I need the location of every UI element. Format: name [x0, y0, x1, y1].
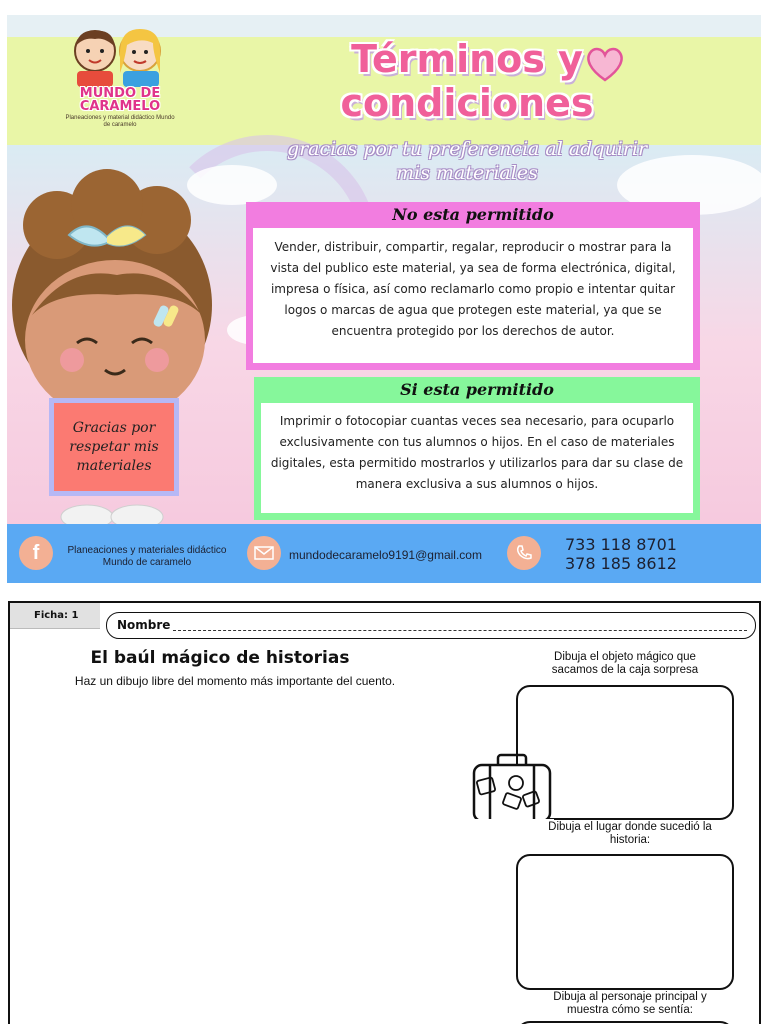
allowed-heading: Si esta permitido — [400, 380, 554, 399]
prompt-main-character: Dibuja al personaje principal y muestra cómo se sentía: — [553, 991, 707, 1016]
phone-numbers[interactable]: 733 118 8701 378 185 8612 — [565, 535, 677, 573]
facebook-name[interactable]: Planeaciones y materiales didáctico Mundo de caramelo — [67, 545, 227, 568]
email-icon[interactable] — [247, 536, 281, 570]
ficha-number: Ficha: 1 — [10, 603, 100, 629]
not-allowed-box — [246, 202, 700, 370]
kids-logo-icon — [65, 23, 175, 87]
page-title: Términos y condiciones — [340, 37, 594, 125]
name-label: Nombre — [117, 618, 171, 632]
suitcase-icon — [470, 753, 554, 825]
phone-icon[interactable] — [507, 536, 541, 570]
facebook-icon[interactable]: f — [19, 536, 53, 570]
worksheet-instruction: Haz un dibujo libre del momento más importante del cuento. — [74, 674, 396, 688]
name-line — [173, 630, 747, 631]
thanks-note: Gracias por respetar mis materiales — [49, 398, 179, 496]
contact-footer — [7, 524, 761, 583]
heart-icon — [584, 45, 626, 83]
allowed-text: Imprimir o fotocopiar cuantas veces sea necesario, para ocuparlo exclusivamente con tus alumnos o hijos. En el caso de materiales digitales, esta permitido mostrarlos y utilizarlos para dar su clase de manera exclusiva a sus alumnos o hijos. — [270, 414, 684, 491]
prompt-magic-object: Dibuja el objeto mágico que sacamos de la caja sorpresa — [551, 651, 699, 676]
not-allowed-heading: No esta permitido — [392, 205, 554, 224]
name-field[interactable] — [106, 612, 756, 639]
prompt-story-place: Dibuja el lugar donde sucedió la historia: — [548, 821, 712, 846]
worksheet-title: El baúl mágico de historias — [90, 648, 350, 668]
email-address[interactable]: mundodecaramelo9191@gmail.com — [289, 548, 482, 562]
terms-card — [7, 15, 761, 583]
not-allowed-text: Vender, distribuir, compartir, regalar, reproducir o mostrar para la vista del publico este material, ya sea de forma electrónica, digital, impresa o física, así como reclamarlo como propio e intentar quitar logos o marcas de agua que protegen este material, ya que se encuentra protegido por los derechos de autor. — [270, 240, 676, 338]
logo-title: MUNDO DE CARAMELO — [79, 86, 161, 114]
brand-logo — [65, 23, 175, 128]
drawing-box-place[interactable] — [516, 854, 734, 990]
logo-subtitle: Planeaciones y material didáctico Mundo de caramelo — [65, 115, 175, 128]
allowed-box — [254, 377, 700, 520]
subtitle: gracias por tu preferencia al adquirir mis materiales — [286, 138, 648, 184]
worksheet — [8, 601, 761, 1024]
